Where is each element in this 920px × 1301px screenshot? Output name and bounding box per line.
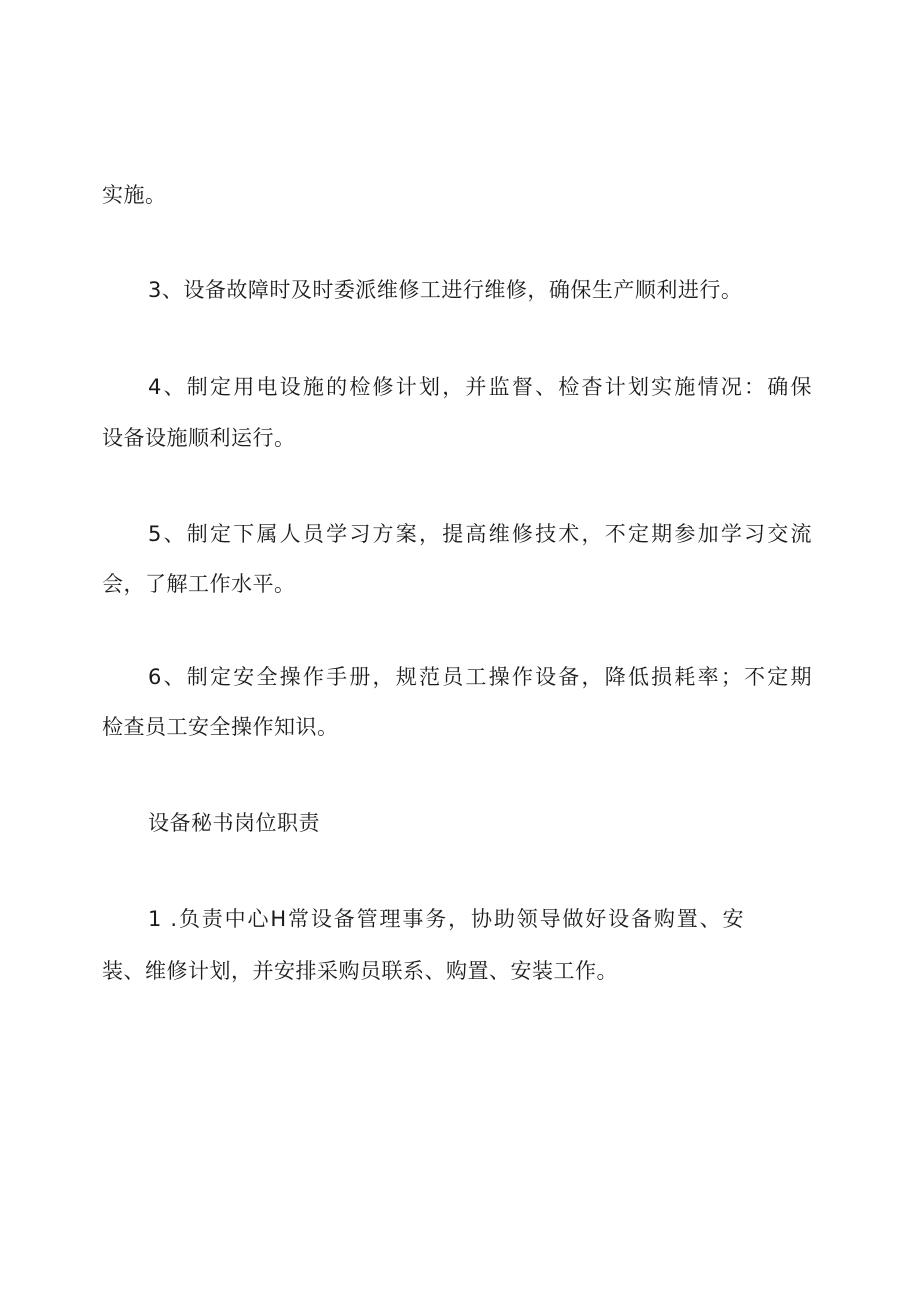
item-6-line-1: 6、制定安全操作手册，规范员工操作设备，降低损耗率；不定期 bbox=[148, 665, 812, 689]
section-item-1-line-2: 装、维修计划，并安排采购员联系、购置、安装工作。 bbox=[102, 959, 618, 983]
item-3-line-1: 3、设备故障时及时委派维修工进行维修，确保生产顺利进行。 bbox=[148, 278, 743, 302]
continuation-text: 实施。 bbox=[102, 183, 167, 207]
item-5-line-2: 会，了解工作水平。 bbox=[102, 572, 296, 596]
item-5-line-1: 5、制定下属人员学习方案，提高维修技术，不定期参加学习交流 bbox=[148, 522, 812, 546]
item-4-line-2: 设备设施顺利运行。 bbox=[102, 426, 296, 450]
item-6-line-2: 检查员工安全操作知识。 bbox=[102, 715, 339, 739]
section-item-1-line-1: 1 .负责中心H常设备管理事务，协助领导做好设备购置、安 bbox=[148, 907, 744, 931]
section-heading: 设备秘书岗位职责 bbox=[148, 811, 320, 835]
item-4-line-1: 4、制定用电设施的检修计划，并监督、检杳计划实施情况：确保 bbox=[148, 375, 812, 399]
